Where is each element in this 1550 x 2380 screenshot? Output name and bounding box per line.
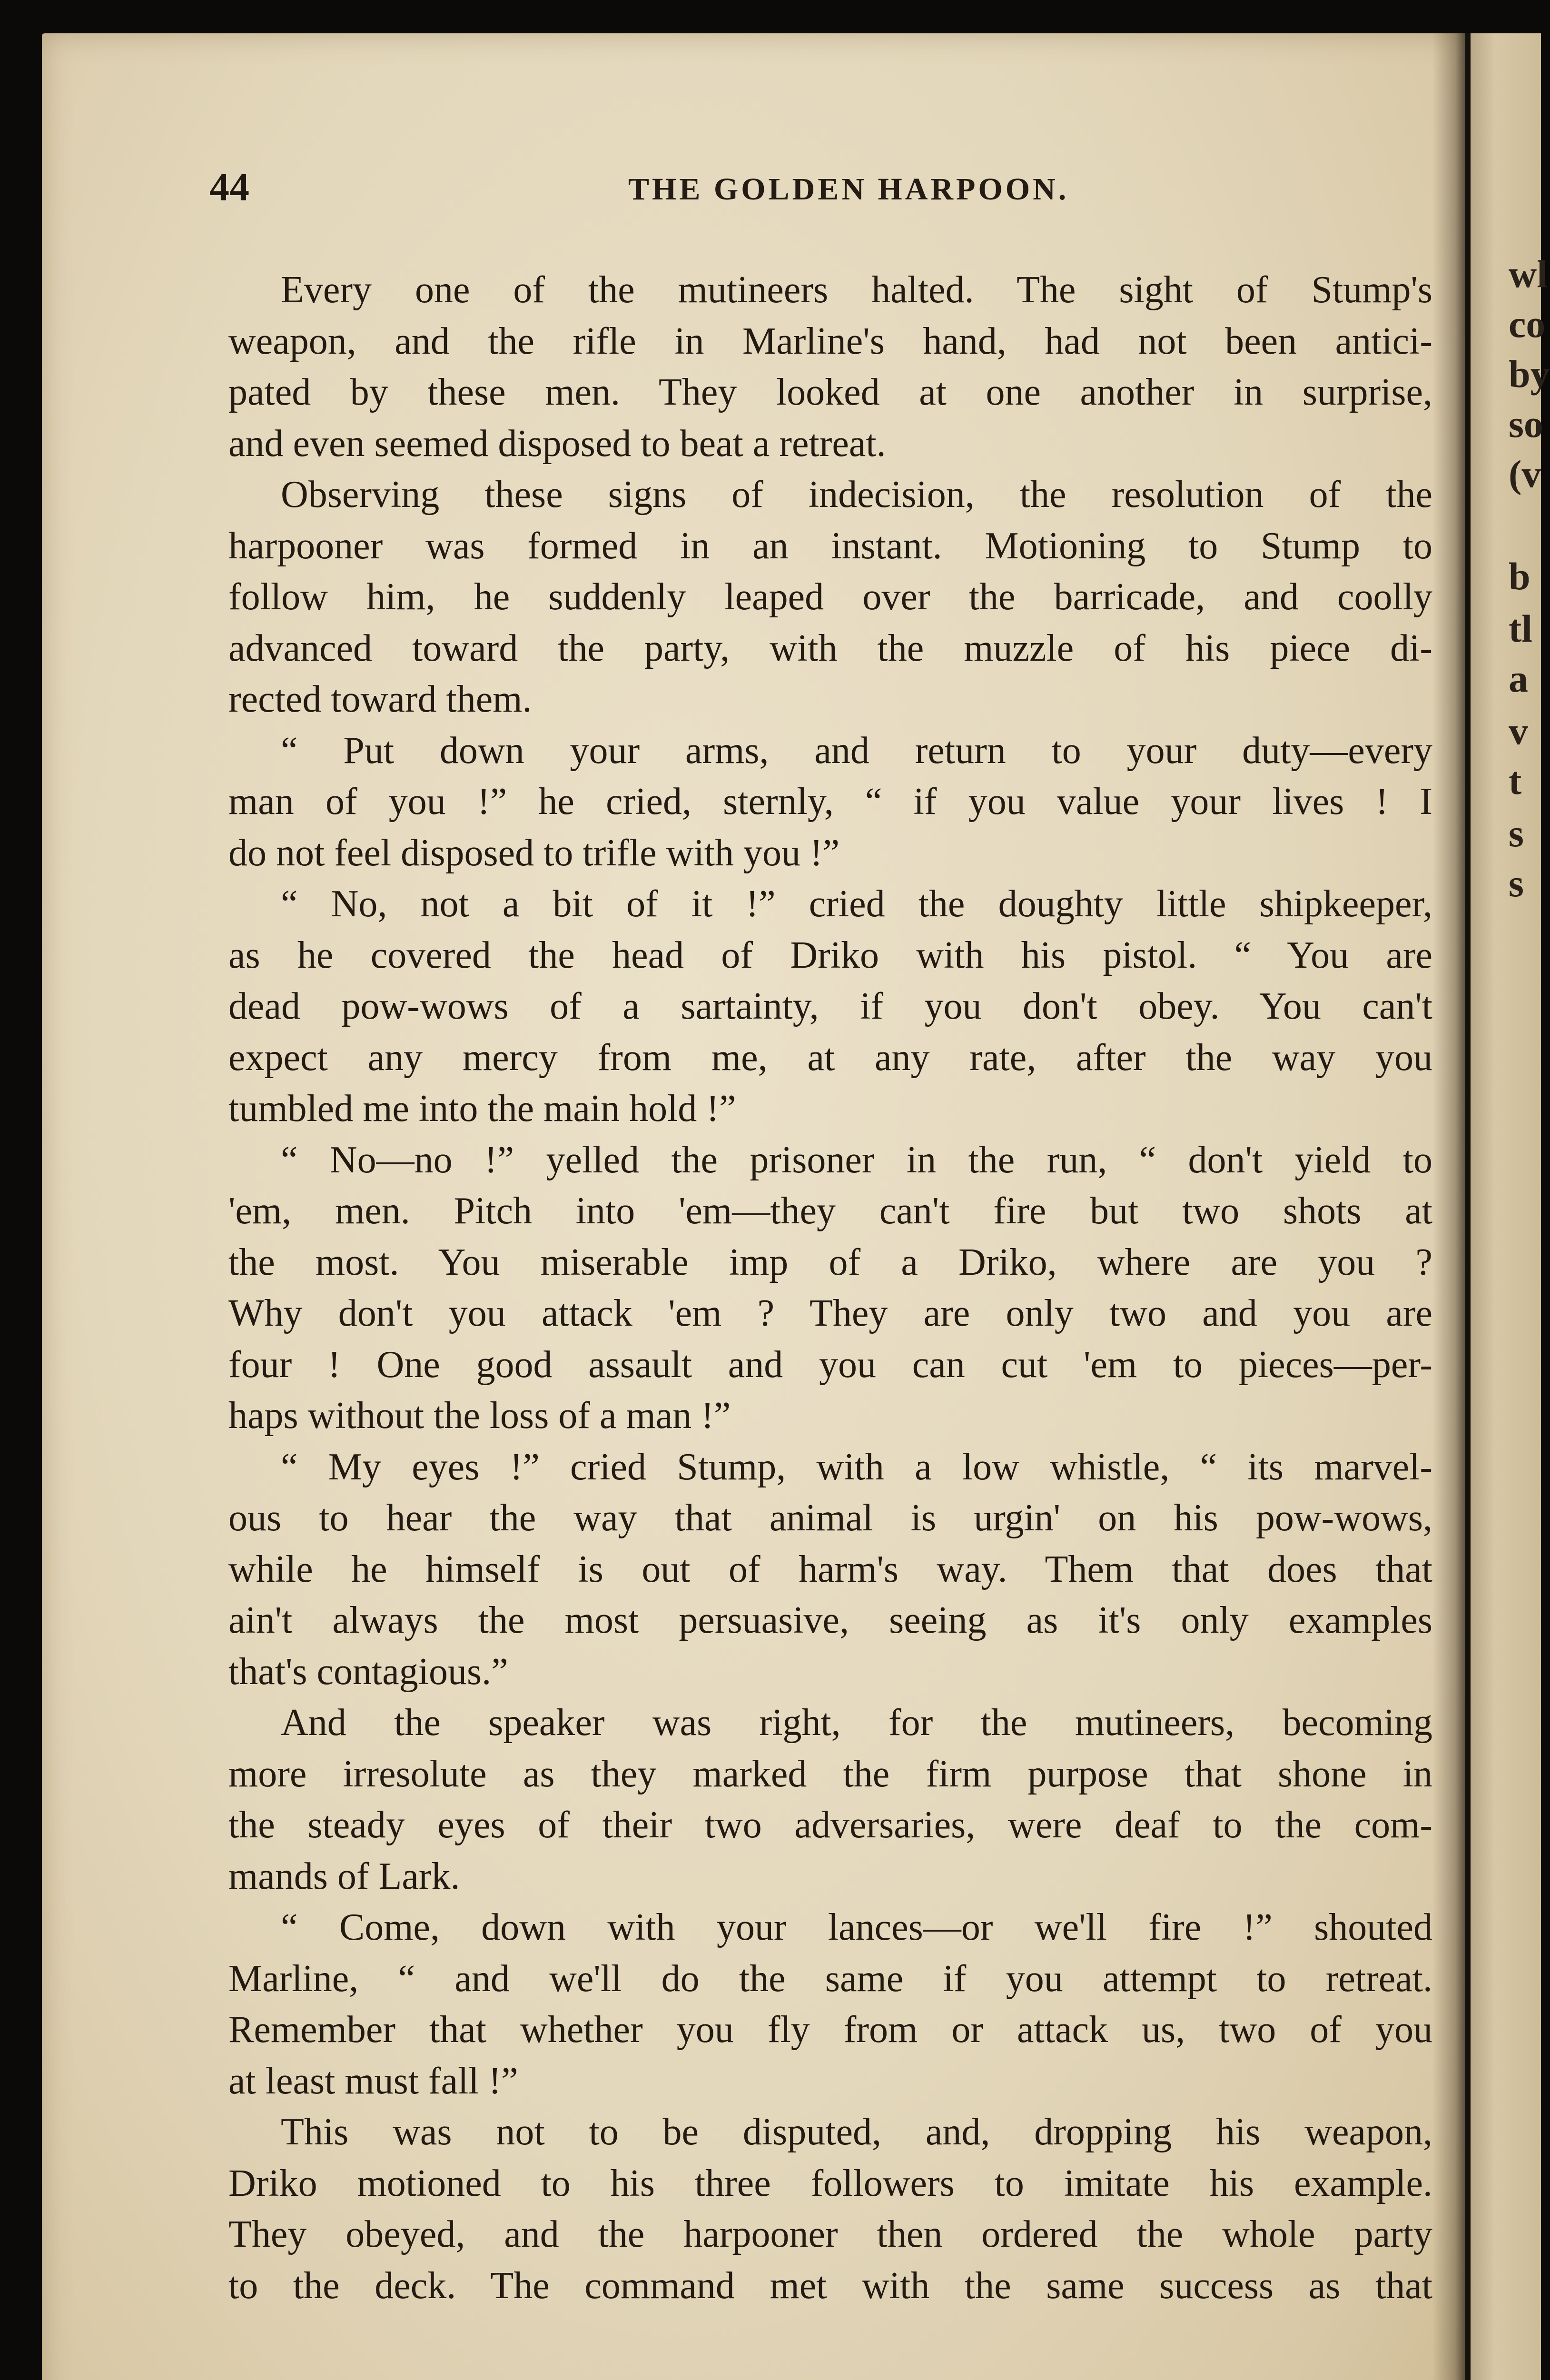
adjacent-page-fragment: a xyxy=(1509,657,1528,700)
text-line: ain't always the most persuasive, seeing as it's only examples xyxy=(228,1599,1432,1641)
text-line: follow him, he suddenly leaped over the barricade, and coolly xyxy=(228,576,1432,618)
text-line: four ! One good assault and you can cut 'em to pieces—per- xyxy=(228,1344,1432,1386)
text-line: weapon, and the rifle in Marline's hand, had not been antici- xyxy=(228,320,1432,362)
text-line: do not feel disposed to trifle with you !” xyxy=(228,832,840,874)
text-line: while he himself is out of harm's way. Them that does that xyxy=(228,1548,1432,1590)
text-line: harpooner was formed in an instant. Motioning to Stump to xyxy=(228,525,1432,567)
text-line: This was not to be disputed, and, dropping his weapon, xyxy=(281,2111,1432,2153)
text-line: expect any mercy from me, at any rate, after the way you xyxy=(228,1037,1432,1079)
adjacent-page-fragment: tl xyxy=(1509,607,1533,650)
text-line: mands of Lark. xyxy=(228,1855,460,1897)
text-line: advanced toward the party, with the muzzle of his piece di- xyxy=(228,627,1432,669)
text-line: Marline, “ and we'll do the same if you attempt to retreat. xyxy=(228,1958,1432,2000)
adjacent-page-fragment: by xyxy=(1509,352,1550,396)
text-line: as he covered the head of Driko with his pistol. “ You are xyxy=(228,934,1432,976)
adjacent-page-fragment: co xyxy=(1509,302,1546,346)
text-line: pated by these men. They looked at one another in surprise, xyxy=(228,371,1432,413)
text-line: “ No—no !” yelled the prisoner in the run, “ don't yield to xyxy=(281,1139,1432,1181)
text-line: at least must fall !” xyxy=(228,2060,518,2102)
text-line: “ Come, down with your lances—or we'll fire !” shouted xyxy=(281,1906,1432,1948)
page-number: 44 xyxy=(209,165,249,209)
text-line: and even seemed disposed to beat a retreat. xyxy=(228,423,886,465)
adjacent-page-edge xyxy=(1471,33,1550,2380)
adjacent-page-fragment: wl xyxy=(1509,252,1548,296)
adjacent-page-fragment: t xyxy=(1509,759,1522,803)
text-line: tumbled me into the main hold !” xyxy=(228,1088,736,1130)
text-line: 'em, men. Pitch into 'em—they can't fire but two shots at xyxy=(228,1190,1432,1232)
adjacent-page-fragment: so xyxy=(1509,402,1543,446)
text-line: haps without the loss of a man !” xyxy=(228,1395,731,1437)
text-line: And the speaker was right, for the mutineers, becoming xyxy=(281,1702,1432,1744)
text-line: Every one of the mutineers halted. The sight of Stump's xyxy=(281,269,1432,311)
text-line: the steady eyes of their two adversaries, were deaf to the com- xyxy=(228,1804,1432,1846)
text-line: to the deck. The command met with the same success as that xyxy=(228,2265,1432,2307)
text-line: “ Put down your arms, and return to your duty—every xyxy=(281,730,1432,772)
adjacent-page-fragment: v xyxy=(1509,709,1528,753)
text-line: the most. You miserable imp of a Driko, where are you ? xyxy=(228,1241,1432,1283)
running-title: THE GOLDEN HARPOON. xyxy=(628,172,1069,207)
text-line: ous to hear the way that animal is urgin' on his pow-wows, xyxy=(228,1497,1432,1539)
text-line: that's contagious.” xyxy=(228,1651,508,1693)
text-line: Observing these signs of indecision, the resolution of the xyxy=(281,474,1432,516)
text-line: “ My eyes !” cried Stump, with a low whistle, “ its marvel- xyxy=(281,1446,1432,1488)
text-line: Why don't you attack 'em ? They are only two and you are xyxy=(228,1292,1432,1334)
text-line: more irresolute as they marked the firm purpose that shone in xyxy=(228,1753,1432,1795)
text-line: dead pow-wows of a sartainty, if you don't obey. You can't xyxy=(228,985,1432,1027)
text-line: Remember that whether you fly from or attack us, two of you xyxy=(228,2009,1432,2051)
text-line: man of you !” he cried, sternly, “ if you value your lives ! I xyxy=(228,781,1432,823)
text-line: Driko motioned to his three followers to imitate his example. xyxy=(228,2162,1432,2204)
adjacent-page-fragment: (v xyxy=(1509,452,1541,496)
adjacent-page-fragment: s xyxy=(1509,812,1524,855)
adjacent-page-fragment: s xyxy=(1509,862,1524,905)
page-gutter xyxy=(1432,33,1471,2380)
text-line: “ No, not a bit of it !” cried the doughty little shipkeeper, xyxy=(281,883,1432,925)
text-line: rected toward them. xyxy=(228,678,532,720)
body-text xyxy=(228,264,1432,2320)
text-line: They obeyed, and the harpooner then ordered the whole party xyxy=(228,2213,1432,2255)
adjacent-page-fragment: b xyxy=(1509,555,1530,598)
